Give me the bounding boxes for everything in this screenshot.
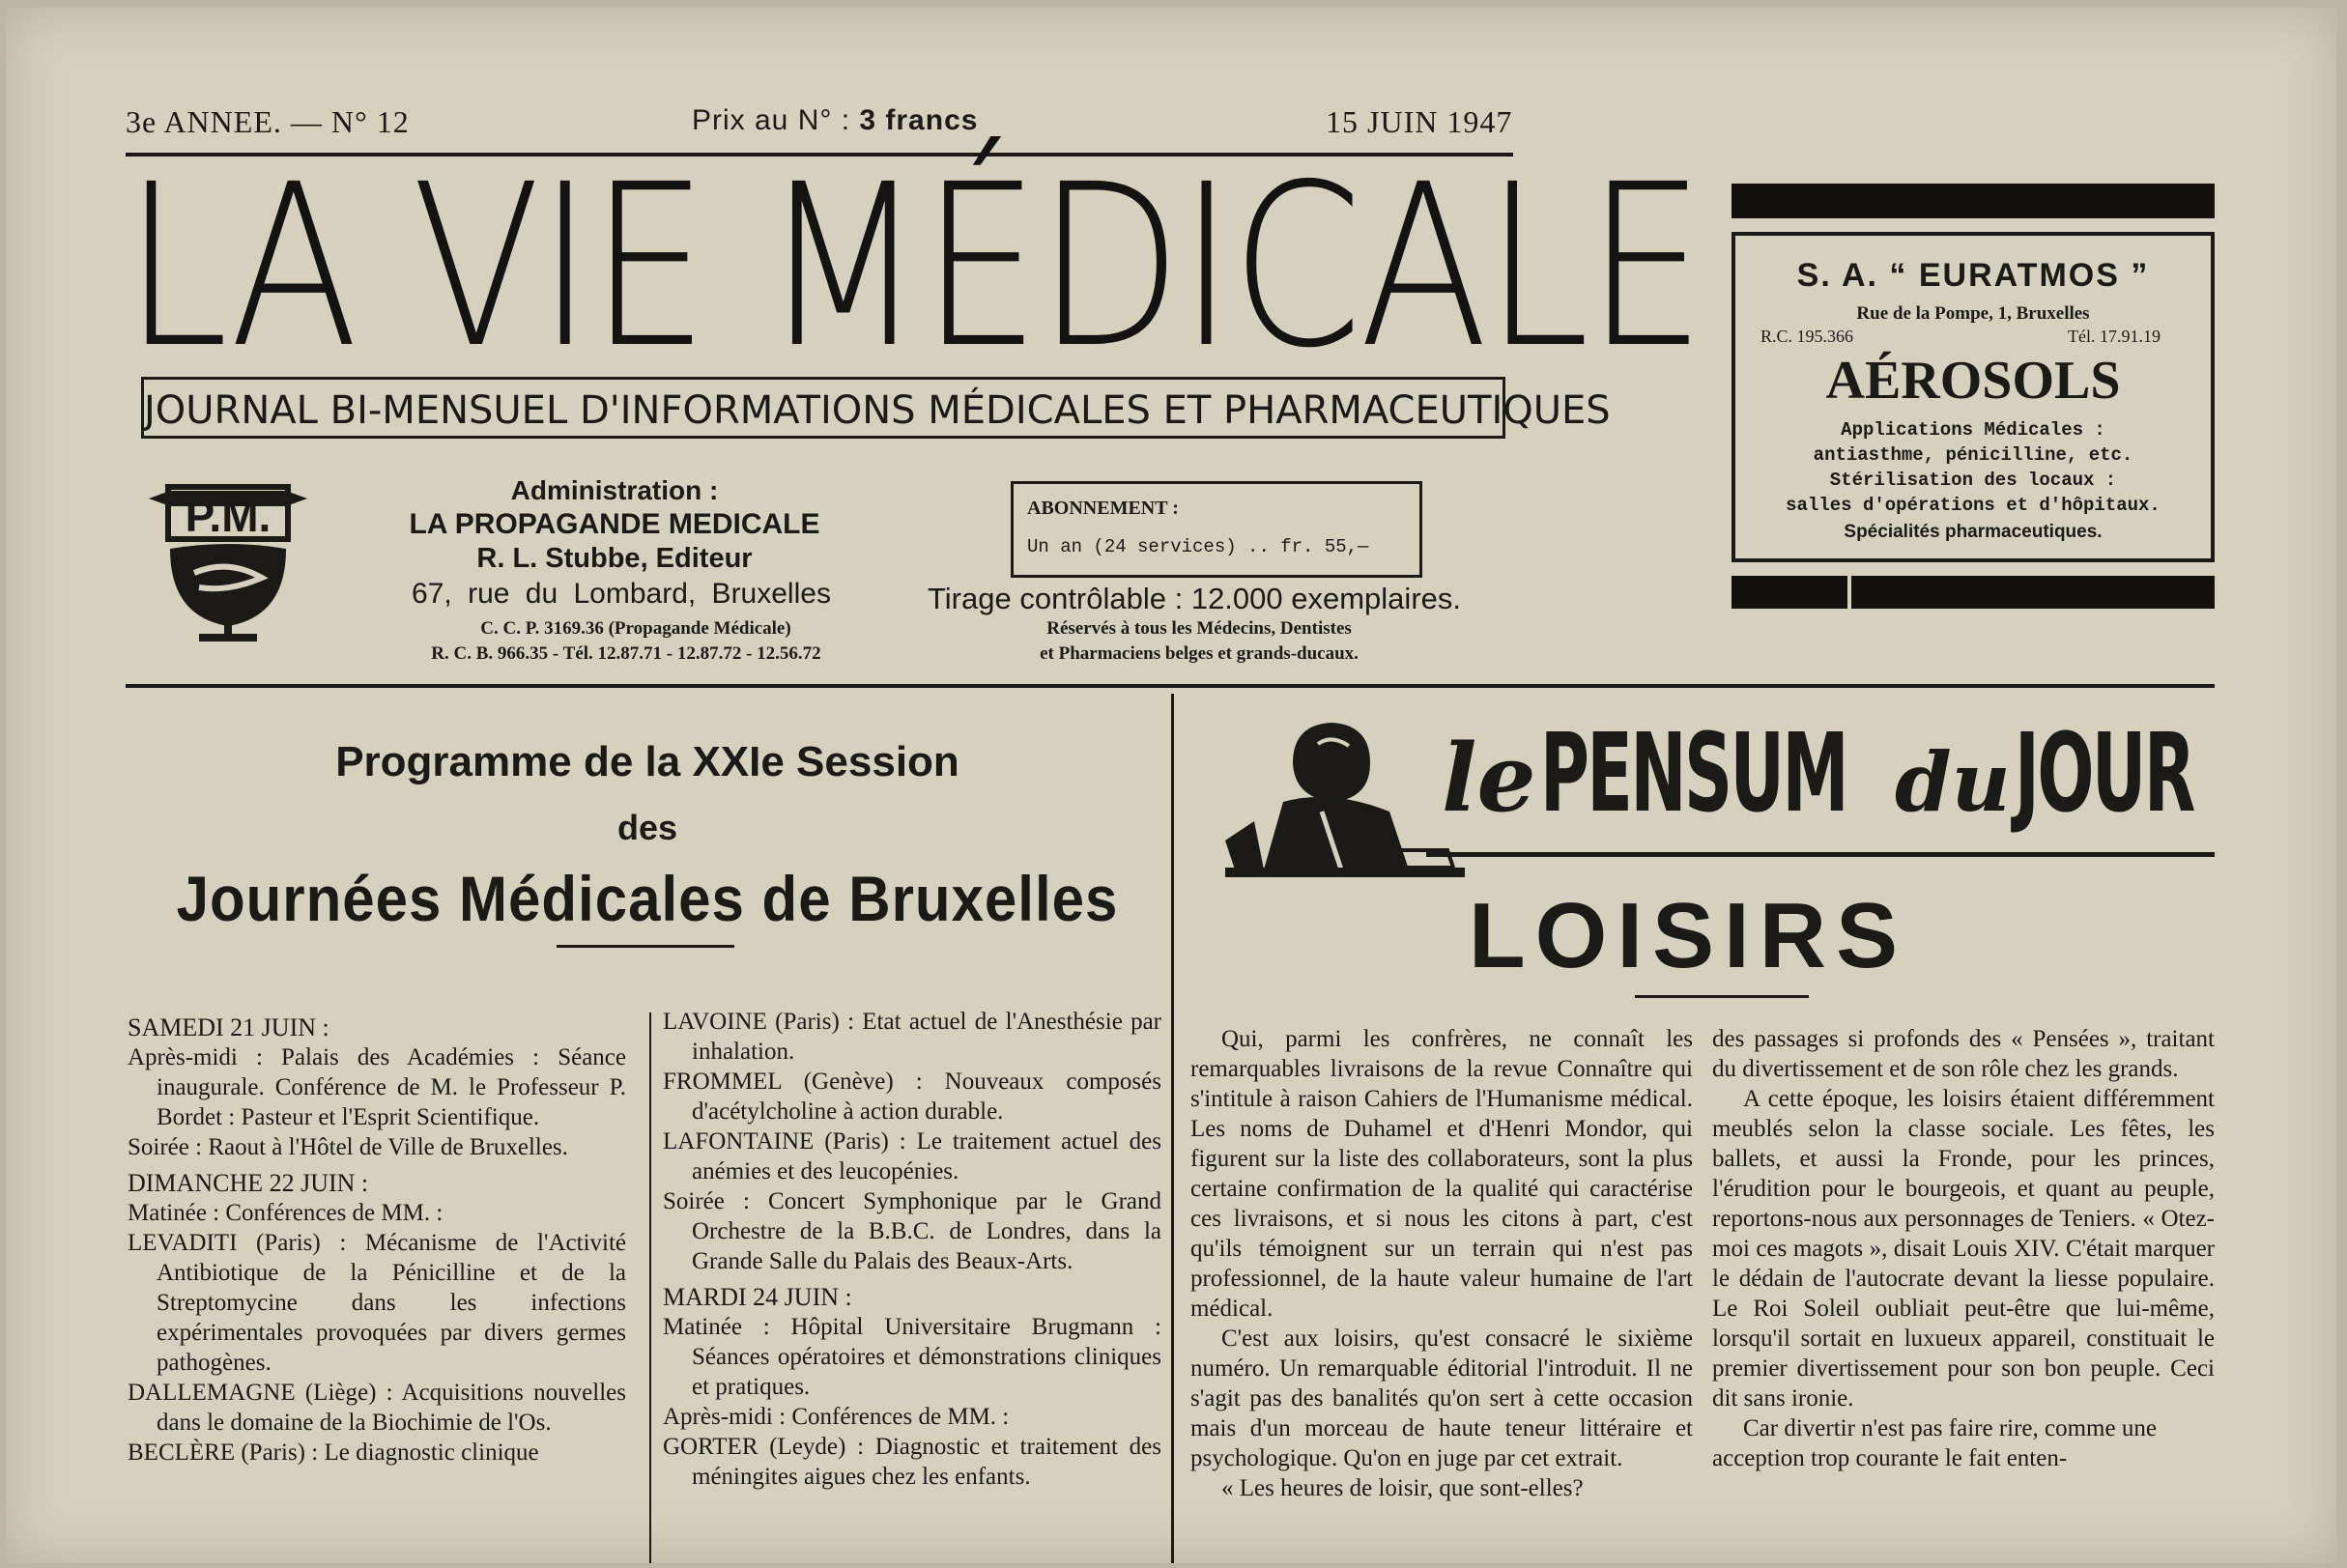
- program-entry: LAVOINE (Paris) : Etat actuel de l'Anesthésie par inhalation.: [663, 1009, 1161, 1065]
- program-entry: Matinée : Hôpital Universitaire Brugmann : Séances opératoires et démonstrations cliniques et pratiques.: [663, 1314, 1161, 1400]
- price: [692, 104, 978, 137]
- ad-top-bar: [1732, 184, 2215, 218]
- circulation: Tirage contrôlable : 12.000 exemplaires.: [928, 582, 1461, 615]
- ad-product: AÉROSOLS: [1825, 351, 2121, 411]
- price-label: Prix au N° :: [692, 104, 860, 136]
- pm-caduceus-logo: [141, 481, 315, 655]
- reserved-line-1: Réservés à tous les Médecins, Dentistes: [1046, 618, 1352, 639]
- newspaper-page: [6, 8, 2336, 1563]
- ad-line-2: antiasthme, pénicilline, etc.: [1813, 444, 2133, 466]
- program-day-sunday: DIMANCHE 22 JUIN :: [128, 1169, 369, 1197]
- ad-line-1: Applications Médicales :: [1841, 419, 2105, 441]
- kicker-pensum: PENSUM: [1539, 711, 1846, 837]
- left-article-title-1: Programme de la XXIe Session: [335, 738, 959, 785]
- left-article-column-1: [128, 1007, 626, 1468]
- price-value: 3 francs: [859, 104, 979, 136]
- ad-bottom-bar-right: [1851, 576, 2215, 609]
- program-entry: LAFONTAINE (Paris) : Le traitement actuel des anémies et des leucopénies.: [663, 1128, 1161, 1184]
- program-entry: Soirée : Raout à l'Hôtel de Ville de Bruxelles.: [128, 1134, 568, 1160]
- man-at-desk-illustration: [1225, 705, 1465, 889]
- ad-line-4: salles d'opérations et d'hôpitaux.: [1786, 495, 2161, 516]
- program-entry: LEVADITI (Paris) : Mécanisme de l'Activité Antibiotique de la Pénicilline et de la Streptomycine dans les infections expérimentales provoquées par divers germes pathogènes.: [128, 1230, 626, 1376]
- ad-company: S. A. “ EURATMOS ”: [1796, 257, 2150, 294]
- subscription-label: ABONNEMENT :: [1027, 498, 1179, 519]
- pensum-du-jour-banner: [1442, 711, 2303, 837]
- program-entry: DALLEMAGNE (Liège) : Acquisitions nouvelles dans le domaine de la Biochimie de l'Os.: [128, 1380, 626, 1436]
- section-rule: [126, 684, 2215, 688]
- article-paragraph: « Les heures de loisir, que sont-elles?: [1221, 1475, 1584, 1501]
- program-entry: BECLÈRE (Paris) : Le diagnostic clinique: [128, 1440, 539, 1466]
- article-divider: [1171, 694, 1174, 1563]
- masthead-subtitle: JOURNAL BI-MENSUEL D'INFORMATIONS MÉDICALES ET PHARMACEUTIQUES: [141, 377, 1505, 439]
- ad-address: Rue de la Pompe, 1, Bruxelles: [1856, 303, 2090, 324]
- kicker-le: le: [1442, 724, 1536, 833]
- admin-rcb: R. C. B. 966.35 - Tél. 12.87.71 - 12.87.72 - 12.56.72: [431, 643, 821, 664]
- program-entry: FROMMEL (Genève) : Nouveaux composés d'acétylcholine à action durable.: [663, 1069, 1161, 1125]
- program-day-saturday: SAMEDI 21 JUIN :: [128, 1013, 329, 1041]
- reserved-line-2: et Pharmaciens belges et grands-ducaux.: [1040, 643, 1359, 664]
- article-paragraph: des passages si profonds des « Pensées », traitant du divertissement et de son rôle chez les grands.: [1712, 1026, 2215, 1082]
- left-column-divider: [649, 1012, 651, 1563]
- left-title-underline: [557, 945, 734, 948]
- logo-letters: P.M.: [185, 491, 272, 541]
- subscription-box: [1011, 481, 1422, 578]
- program-day-tuesday: MARDI 24 JUIN :: [663, 1283, 852, 1311]
- program-entry: Soirée : Concert Symphonique par le Grand Orchestre de la B.B.C. de Londres, dans la Grande Salle du Palais des Beaux-Arts.: [663, 1188, 1161, 1274]
- issue-number: 3e ANNEE. — N° 12: [126, 104, 410, 139]
- masthead-title: LA VIE MÉDICALE: [124, 136, 1703, 397]
- kicker-jour: JOUR: [2014, 711, 2193, 837]
- admin-org: LA PROPAGANDE MEDICALE: [409, 508, 820, 540]
- program-entry: Matinée : Conférences de MM. :: [128, 1200, 444, 1226]
- article-paragraph: Qui, parmi les confrères, ne connaît les remarquables livraisons de la revue Connaître qui s'intitule à raison Cahiers de l'Humanisme médical. Les noms de Duhamel et d'Henri Mondor, qui figurent sur la liste des collaborateurs, sont la plus certaine confirmation de la qualité qui caractérise ces livraisons, et si nous les citons à part, c'est qu'ils témoignent sur un terrain qui n'est pas professionnel, de la haute valeur humaine de l'art médical.: [1190, 1026, 1693, 1322]
- ad-line-3: Stérilisation des locaux :: [1829, 470, 2117, 491]
- right-article-column-1: [1190, 1024, 1693, 1503]
- left-article-title-3: Journées Médicales de Bruxelles: [176, 863, 1119, 935]
- admin-address: 67, rue du Lombard, Bruxelles: [412, 578, 831, 610]
- program-entry: GORTER (Leyde) : Diagnostic et traitement des méningites aigues chez les enfants.: [663, 1434, 1161, 1490]
- admin-editor: R. L. Stubbe, Editeur: [476, 543, 753, 574]
- left-article-column-2: [663, 1007, 1161, 1492]
- right-article-column-2: [1712, 1024, 2215, 1473]
- article-paragraph: A cette époque, les loisirs étaient différemment meublés selon la classe sociale. Les fêtes, les ballets, et aussi la Fronde, pour les princes, l'érudition pour le bourgeois, et quant au peuple, reportons-nous aux personnages de Teniers. « Otez-moi ces magots », disait Louis XIV. C'était marquer le dédain de l'autocrate devant la liesse populaire. Le Roi Soleil oubliait peut-être que lui-même, lorsqu'il sortait en luxueux appareil, constituait le premier divertissement pour son bon peuple. Ceci dit sans ironie.: [1712, 1086, 2215, 1411]
- ad-line-5: Spécialités pharmaceutiques.: [1844, 522, 2103, 542]
- program-entry: Après-midi : Palais des Académies : Séance inaugurale. Conférence de M. le Professeur P. Bordet : Pasteur et l'Esprit Scientifique.: [128, 1044, 626, 1130]
- ad-bottom-bar-left: [1732, 576, 1847, 609]
- article-paragraph: Car divertir n'est pas faire rire, comme une acception trop courante le fait enten-: [1712, 1415, 2157, 1471]
- issue-date: 15 JUIN 1947: [1326, 104, 1513, 139]
- headline-underline: [1635, 995, 1809, 998]
- euratmos-ad: [1732, 232, 2215, 562]
- ad-rc: R.C. 195.366: [1760, 327, 1854, 346]
- kicker-du: du: [1894, 734, 2011, 830]
- banner-underline: [1426, 852, 2215, 857]
- article-paragraph: C'est aux loisirs, qu'est consacré le sixième numéro. Un remarquable éditorial l'introduit. Il ne s'agit pas des banalités qu'on sert à cette occasion mais d'un morceau de haute teneur littéraire et psychologique. Qu'on en juge par cet extrait.: [1190, 1326, 1693, 1471]
- subscription-price: Un an (24 services) .. fr. 55,—: [1027, 536, 1369, 557]
- program-entry: Après-midi : Conférences de MM. :: [663, 1404, 1010, 1430]
- admin-ccp: C. C. P. 3169.36 (Propagande Médicale): [480, 618, 791, 639]
- ad-tel: Tél. 17.91.19: [2068, 327, 2161, 346]
- right-article-headline: LOISIRS: [1469, 884, 1908, 987]
- admin-label: Administration :: [510, 475, 719, 505]
- left-article-title-2: des: [616, 808, 678, 847]
